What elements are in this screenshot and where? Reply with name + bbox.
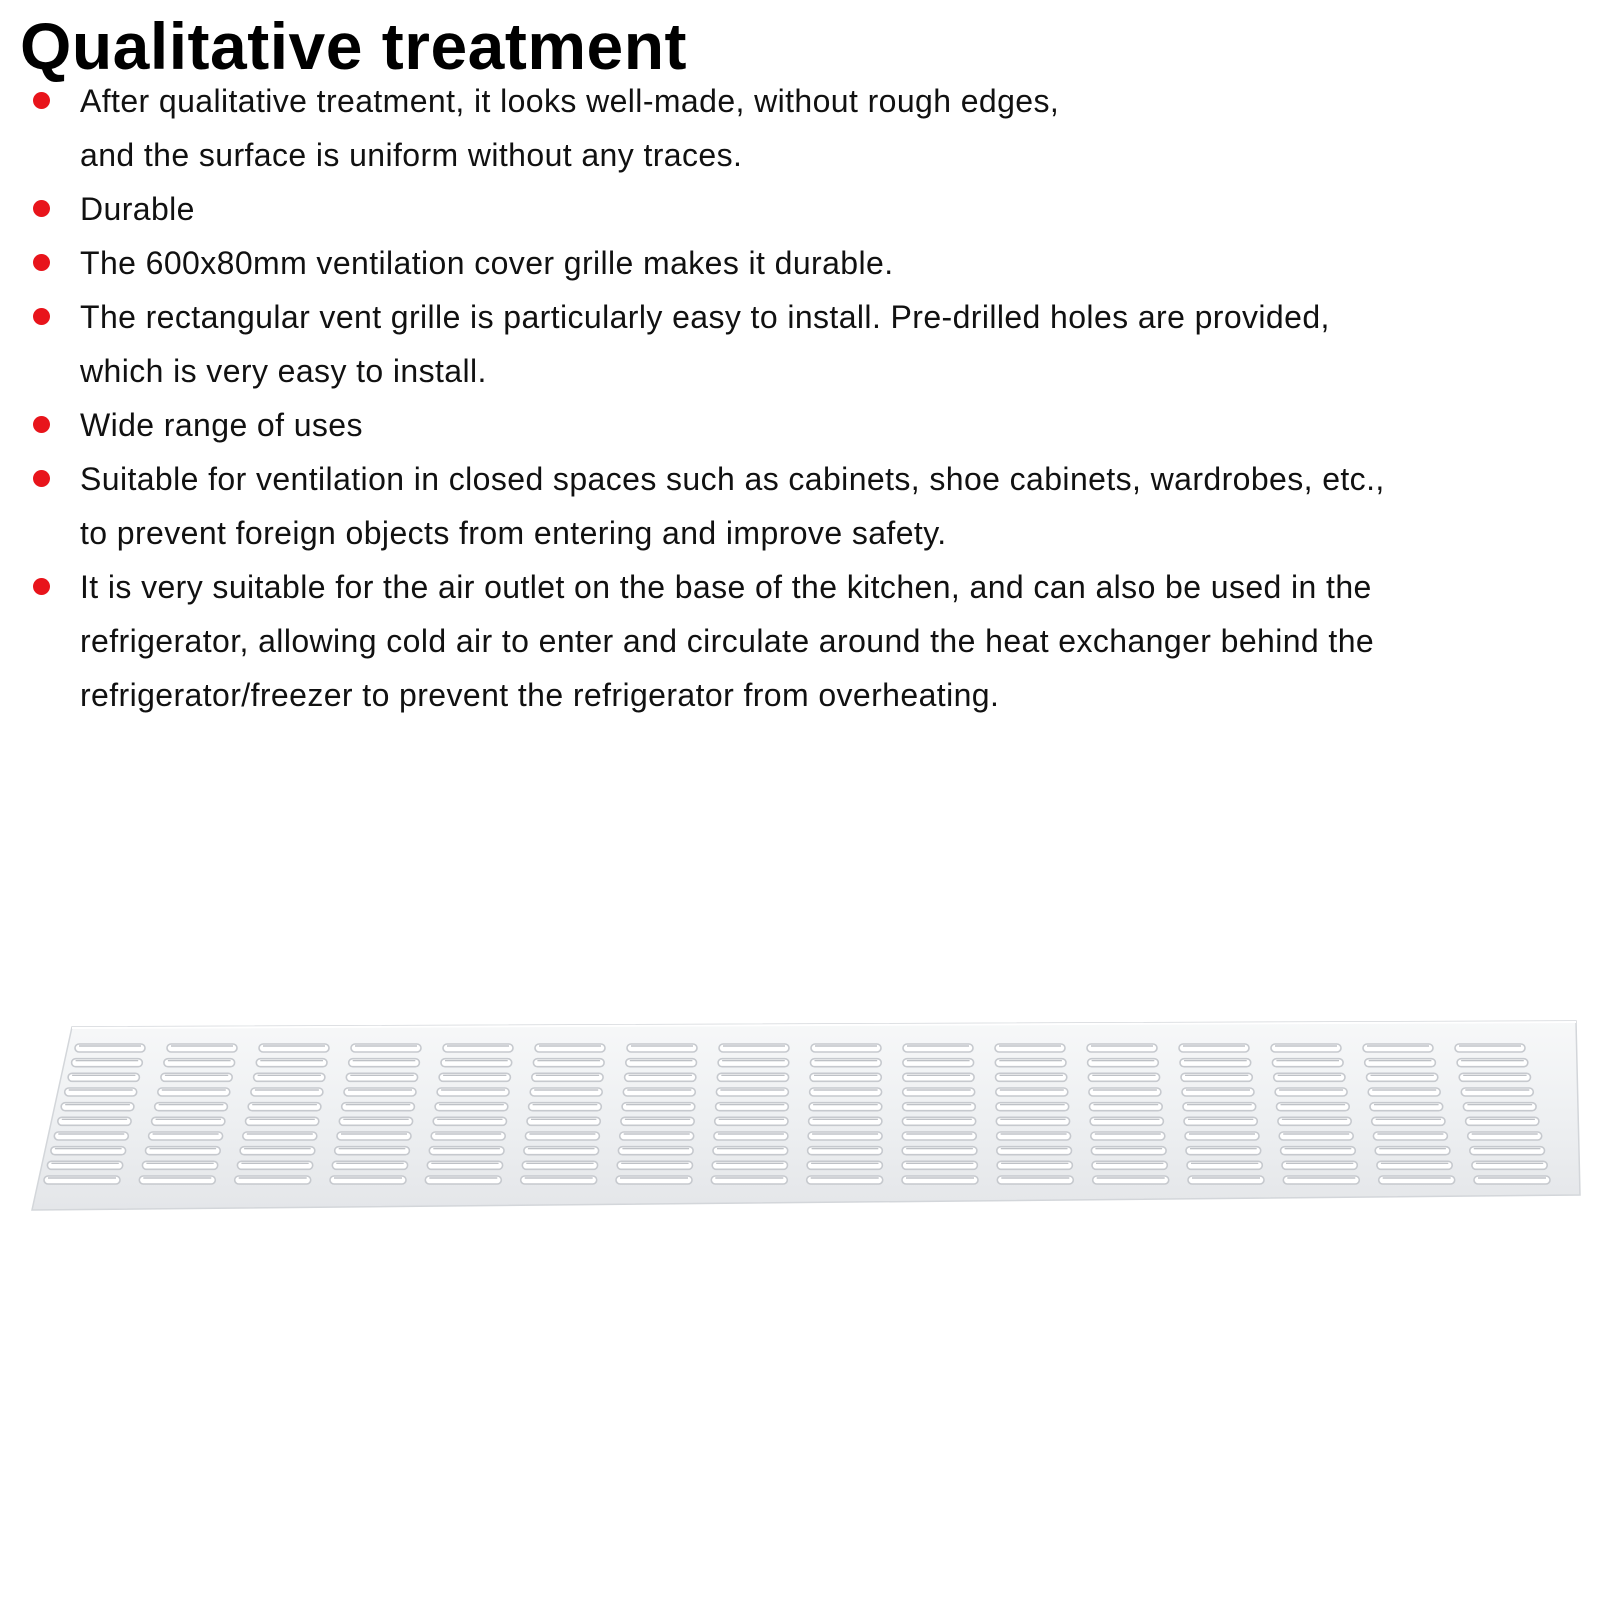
vent-slot [1188, 1176, 1264, 1184]
vent-slot [902, 1132, 976, 1140]
vent-slot [431, 1132, 505, 1140]
vent-slot [429, 1147, 504, 1155]
vent-slot [1088, 1073, 1159, 1081]
vent-slot [997, 1176, 1073, 1184]
vent-slot [626, 1059, 697, 1067]
vent-slot [903, 1044, 973, 1052]
feature-item [0, 182, 1601, 236]
vent-slot [1367, 1073, 1438, 1081]
vent-slot [718, 1059, 789, 1067]
vent-slot [532, 1073, 603, 1081]
vent-slot [335, 1147, 410, 1155]
vent-slot [621, 1117, 694, 1125]
vent-slot [161, 1073, 232, 1081]
feature-text-line: and the surface is uniform without any traces. [80, 137, 743, 173]
vent-slot [1093, 1176, 1169, 1184]
vent-slot [1089, 1088, 1161, 1096]
vent-slot [433, 1117, 506, 1125]
vent-slot [902, 1117, 975, 1125]
vent-slot [47, 1161, 122, 1169]
vent-slot [997, 1147, 1072, 1155]
vent-slot [342, 1103, 415, 1111]
vent-slot [1183, 1103, 1256, 1111]
vent-slot [616, 1176, 692, 1184]
vent-slot [535, 1044, 605, 1052]
red-bullet-icon [33, 578, 50, 595]
vent-slot [1185, 1132, 1259, 1140]
vent-slot [808, 1147, 883, 1155]
vent-slot [719, 1044, 789, 1052]
vent-slot [1472, 1161, 1547, 1169]
feature-list [0, 74, 1601, 722]
vent-slot [627, 1044, 697, 1052]
feature-text-line: The rectangular vent grille is particularly easy to install. Pre-drilled holes are provided, [80, 299, 1330, 335]
vent-slot [529, 1103, 602, 1111]
vent-slot [1184, 1117, 1257, 1125]
vent-slot [251, 1088, 323, 1096]
vent-slot [155, 1103, 228, 1111]
vent-slot [711, 1176, 787, 1184]
vent-slot [1363, 1044, 1433, 1052]
vent-slot [1368, 1088, 1440, 1096]
vent-slot [809, 1117, 882, 1125]
vent-slot [524, 1147, 599, 1155]
red-bullet-icon [33, 200, 50, 217]
vent-slot [1182, 1088, 1254, 1096]
vent-slot [1372, 1117, 1445, 1125]
vent-slot [617, 1161, 692, 1169]
vent-slot [75, 1044, 145, 1052]
vent-slot [1365, 1059, 1436, 1067]
vent-slot [996, 1117, 1069, 1125]
vent-slot [716, 1088, 788, 1096]
vent-slot [715, 1117, 788, 1125]
vent-slot [1279, 1132, 1353, 1140]
red-bullet-icon [33, 92, 50, 109]
feature-item [0, 74, 1601, 182]
vent-slot [903, 1059, 974, 1067]
vent-slot [809, 1103, 882, 1111]
feature-item [0, 290, 1601, 398]
vent-slot [54, 1132, 128, 1140]
vent-slot [256, 1059, 327, 1067]
vent-slot [1091, 1147, 1166, 1155]
vent-slot [712, 1161, 787, 1169]
vent-slot [58, 1117, 131, 1125]
vent-slot [996, 1073, 1067, 1081]
vent-slot [811, 1059, 882, 1067]
vent-slot [68, 1073, 139, 1081]
vent-slot [1179, 1044, 1249, 1052]
vent-slot [1459, 1073, 1530, 1081]
vent-slot [344, 1088, 416, 1096]
vent-slot [439, 1073, 510, 1081]
feature-text-line: It is very suitable for the air outlet on the base of the kitchen, and can also be used in the [80, 569, 1372, 605]
vent-slot [1272, 1059, 1343, 1067]
vent-slot [164, 1059, 235, 1067]
vent-slot [1457, 1059, 1528, 1067]
vent-slot [167, 1044, 237, 1052]
feature-item [0, 560, 1601, 722]
red-bullet-icon [33, 254, 50, 271]
vent-slot [533, 1059, 604, 1067]
feature-text-line: to prevent foreign objects from entering and improve safety. [80, 515, 947, 551]
vent-slot [351, 1044, 421, 1052]
feature-text-line: refrigerator, allowing cold air to enter and circulate around the heat exchanger behind the [80, 623, 1375, 659]
vent-slot [1087, 1044, 1157, 1052]
vent-slot [332, 1161, 407, 1169]
vent-slot [1090, 1103, 1163, 1111]
vent-slot [1370, 1103, 1443, 1111]
vent-slot [243, 1132, 317, 1140]
vent-slot [339, 1117, 412, 1125]
vent-slot [435, 1103, 508, 1111]
vent-slot [995, 1059, 1066, 1067]
vent-slot [1090, 1117, 1163, 1125]
vent-slot [525, 1132, 599, 1140]
vent-slot [997, 1132, 1071, 1140]
vent-slot [1181, 1073, 1252, 1081]
vent-slot [61, 1103, 134, 1111]
vent-slot [72, 1059, 143, 1067]
vent-slot [997, 1161, 1072, 1169]
vent-slot [1271, 1044, 1341, 1052]
vent-slot [44, 1176, 120, 1184]
page-title: Qualitative treatment [20, 9, 688, 83]
vent-slot [996, 1103, 1069, 1111]
vent-slot [254, 1073, 325, 1081]
vent-slot [714, 1132, 788, 1140]
vent-slot [1274, 1073, 1345, 1081]
vent-slot [810, 1073, 881, 1081]
vent-slot [1277, 1103, 1350, 1111]
vent-slot [625, 1073, 696, 1081]
vent-slot [811, 1044, 881, 1052]
vent-slot [425, 1176, 501, 1184]
feature-text-line: refrigerator/freezer to prevent the refrigerator from overheating. [80, 677, 1000, 713]
vent-slot [441, 1059, 512, 1067]
vent-slot [1186, 1147, 1261, 1155]
vent-slot [1275, 1088, 1347, 1096]
vent-slot [158, 1088, 230, 1096]
vent-slot [1466, 1117, 1539, 1125]
red-bullet-icon [33, 470, 50, 487]
vent-slot [349, 1059, 420, 1067]
vent-slot [51, 1147, 126, 1155]
vent-slot [902, 1161, 977, 1169]
vent-slot [1474, 1176, 1550, 1184]
vent-slot [522, 1161, 597, 1169]
vent-slot [1281, 1147, 1356, 1155]
vent-slot [427, 1161, 502, 1169]
vent-slot [337, 1132, 411, 1140]
vent-slot [437, 1088, 509, 1096]
vent-slot [1379, 1176, 1455, 1184]
feature-text-line: Wide range of uses [80, 407, 363, 443]
vent-slot [808, 1132, 882, 1140]
vent-slot [530, 1088, 602, 1096]
feature-item [0, 398, 1601, 452]
vent-slot [1373, 1132, 1447, 1140]
vent-slot [346, 1073, 417, 1081]
vent-slot [259, 1044, 329, 1052]
vent-slot [1283, 1176, 1359, 1184]
red-bullet-icon [33, 308, 50, 325]
vent-slot [521, 1176, 597, 1184]
vent-slot [620, 1132, 694, 1140]
vent-slot [1461, 1088, 1533, 1096]
vent-slot [713, 1147, 788, 1155]
vent-slot [807, 1176, 883, 1184]
vent-slot [330, 1176, 406, 1184]
feature-item [0, 236, 1601, 290]
vent-slot [527, 1117, 600, 1125]
feature-item [0, 452, 1601, 560]
vent-slot [903, 1088, 975, 1096]
red-bullet-icon [33, 416, 50, 433]
vent-slot [996, 1088, 1068, 1096]
vent-slot [1470, 1147, 1545, 1155]
vent-slot [1282, 1161, 1357, 1169]
vent-slot [1468, 1132, 1542, 1140]
feature-text-line: which is very easy to install. [80, 353, 487, 389]
vent-slot [622, 1103, 695, 1111]
vent-slot [139, 1176, 215, 1184]
vent-slot [623, 1088, 695, 1096]
vent-slot [903, 1103, 976, 1111]
vent-slot [810, 1088, 882, 1096]
feature-text-line: The 600x80mm ventilation cover grille makes it durable. [80, 245, 894, 281]
vent-slot [1092, 1161, 1167, 1169]
feature-text-line: Durable [80, 191, 195, 227]
vent-slot [1187, 1161, 1262, 1169]
vent-slot [903, 1073, 974, 1081]
vent-grille-image [0, 1020, 1601, 1240]
vent-slot [1463, 1103, 1536, 1111]
vent-slot [65, 1088, 137, 1096]
vent-slot [717, 1073, 788, 1081]
vent-slot [902, 1147, 977, 1155]
vent-slot [902, 1176, 978, 1184]
feature-text-line: Suitable for ventilation in closed spaces such as cabinets, shoe cabinets, wardrobes, etc., [80, 461, 1385, 497]
vent-slot [152, 1117, 225, 1125]
vent-slot [995, 1044, 1065, 1052]
vent-slot [142, 1161, 217, 1169]
vent-slot [146, 1147, 221, 1155]
vent-slot [1455, 1044, 1525, 1052]
vent-slot [1377, 1161, 1452, 1169]
vent-slot [149, 1132, 223, 1140]
vent-slot [237, 1161, 312, 1169]
vent-slot [807, 1161, 882, 1169]
vent-slot [618, 1147, 693, 1155]
vent-slot [246, 1117, 319, 1125]
vent-slot [1375, 1147, 1450, 1155]
vent-slot [1088, 1059, 1159, 1067]
vent-slot [235, 1176, 311, 1184]
feature-text-line: After qualitative treatment, it looks well-made, without rough edges, [80, 83, 1060, 119]
vent-slot [248, 1103, 321, 1111]
vent-slot [1180, 1059, 1251, 1067]
vent-slot [716, 1103, 789, 1111]
vent-slot [240, 1147, 315, 1155]
vent-slot [443, 1044, 513, 1052]
vent-slot [1278, 1117, 1351, 1125]
vent-slot [1091, 1132, 1165, 1140]
